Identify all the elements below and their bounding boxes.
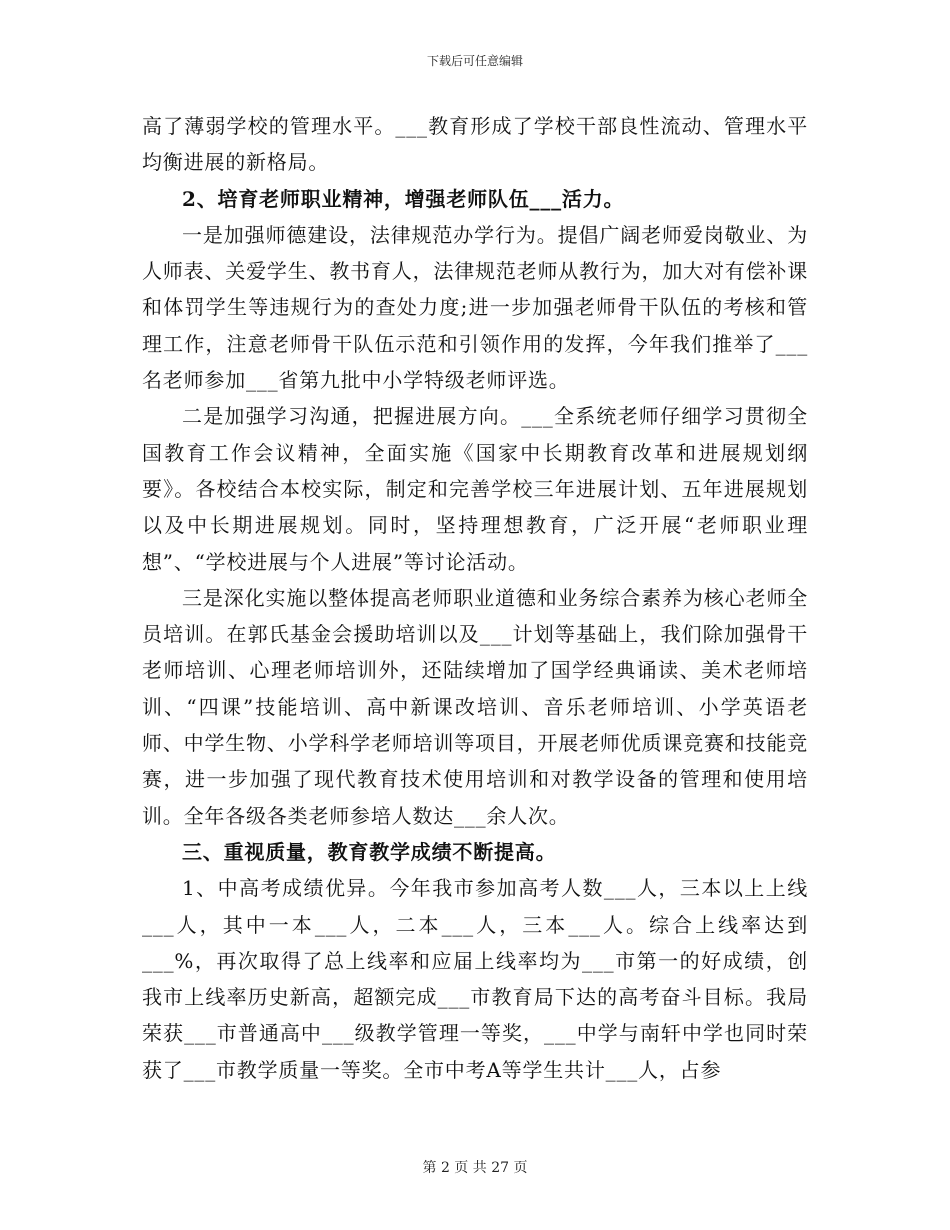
paragraph-ethics: 一是加强师德建设，法律规范办学行为。提倡广阔老师爱岗敬业、为人师表、关爱学生、教书育人，法律规范老师从教行为，加大对有偿补课和体罚学生等违规行为的查处力度;进一步加强老师骨干队伍的考核和管理工作，注意老师骨干队伍示范和引领作用的发挥，今年我们推举了___名老师参加___省第九批中小学特级老师评选。 — [142, 222, 808, 393]
paragraph-continued: 高了薄弱学校的管理水平。___教育形成了学校干部良性流动、管理水平均衡进展的新格局。 — [142, 114, 808, 175]
paragraph-training: 三是深化实施以整体提高老师职业道德和业务综合素养为核心老师全员培训。在郭氏基金会援助培训以及___计划等基础上，我们除加强骨干老师培训、心理老师培训外，还陆续增加了国学经典诵读、美术老师培训、“四课”技能培训、高中新课改培训、音乐老师培训、小学英语老师、中学生物、小学科学老师培训等项目，开展老师优质课竞赛和技能竞赛，进一步加强了现代教育技术使用培训和对教学设备的管理和使用培训。全年各级各类老师参培人数达___余人次。 — [142, 585, 808, 828]
page-footer: 第 2 页 共 27 页 — [422, 1160, 528, 1176]
paragraph-learning: 二是加强学习沟通，把握进展方向。___全系统老师仔细学习贯彻全国教育工作会议精神，全面实施《国家中长期教育改革和进展规划纲要》。各校结合本校实际，制定和完善学校三年进展计划、五年进展规划以及中长期进展规划。同时，坚持理想教育，广泛开展“老师职业理想”、“学校进展与个人进展”等讨论活动。 — [142, 404, 808, 574]
document-body — [142, 108, 808, 1088]
page-header: 下载后可任意编辑 — [426, 54, 523, 68]
section-heading-teacher-spirit: 2、培育老师职业精神，增强老师队伍___活力。 — [182, 186, 625, 211]
paragraph-exam-results: 1、中高考成绩优异。今年我市参加高考人数___人，三本以上上线___人，其中一本___人，二本___人，三本___人。综合上线率达到___%，再次取得了总上线率和应届上线率均为___市第一的好成绩，创我市上线率历史新高，超额完成___市教育局下达的高考奋斗目标。我局荣获___市普通高中___级教学管理一等奖，___中学与南轩中学也同时荣获了___市教学质量一等奖。全市中考A等学生共计___人，占参 — [142, 876, 808, 1082]
section-heading-quality: 三、重视质量，教育教学成绩不断提高。 — [182, 839, 557, 864]
